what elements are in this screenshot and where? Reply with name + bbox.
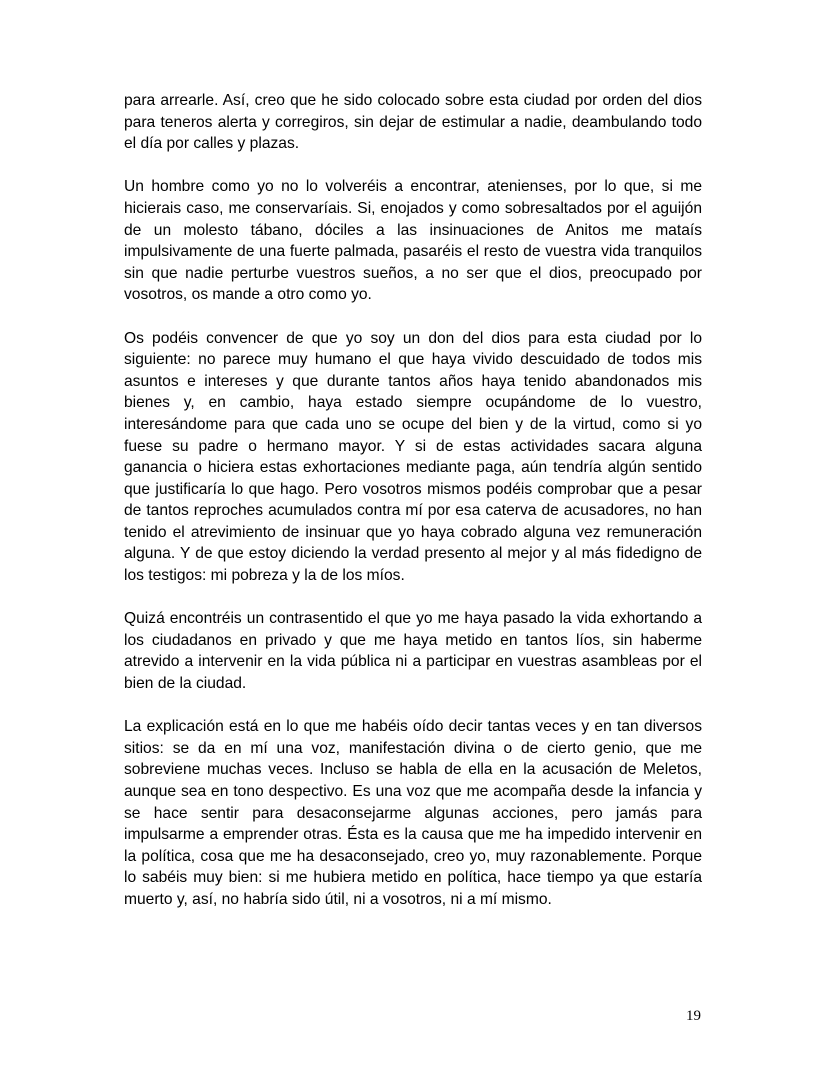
paragraph: para arrearle. Así, creo que he sido colocado sobre esta ciudad por orden del dios para teneros alerta y corregiros, sin dejar de estimular a nadie, deambulando todo el día por calles y plazas. [124, 92, 702, 153]
paragraph: Os podéis convencer de que yo soy un don del dios para esta ciudad por lo siguiente: no parece muy humano el que haya vivido descuidado de todos mis asuntos e intereses y que durante tantos años haya tenido abandonados mis bienes y, en cambio, haya estado siempre ocupándome de lo vuestro, interesándome para que cada uno se ocupe del bien y de la virtud, como si yo fuese su padre o hermano mayor. Y si de estas actividades sacara alguna ganancia o hiciera estas exhortaciones mediante paga, aún tendría algún sentido que justificaría lo que hago. Pero vosotros mismos podéis comprobar que a pesar de tantos reproches acumulados contra mí por esa caterva de acusadores, no han tenido el atrevimiento de insinuar que yo haya cobrado alguna vez remuneración alguna. Y de que estoy diciendo la verdad presento al mejor y al más fidedigno de los testigos: mi pobreza y la de los míos. [124, 329, 702, 585]
document-body [124, 90, 702, 932]
paragraph: La explicación está en lo que me habéis oído decir tantas veces y en tan diversos sitios: se da en mí una voz, manifestación divina o de cierto genio, que me sobreviene muchas veces. Incluso se habla de ella en la acusación de Meletos, aunque sea en tono despectivo. Es una voz que me acompaña desde la infancia y se hace sentir para desaconsejarme algunas acciones, pero jamás para impulsarme a emprender otras. Ésta es la causa que me ha impedido intervenir en la política, cosa que me ha desaconsejado, creo yo, muy razonablemente. Porque lo sabéis muy bien: si me hubiera metido en política, hace tiempo ya que estaría muerto y, así, no habría sido útil, ni a vosotros, ni a mí mismo. [124, 718, 702, 908]
paragraph: Un hombre como yo no lo volveréis a encontrar, atenienses, por lo que, si me hicierais caso, me conservaríais. Si, enojados y como sobresaltados por el aguijón de un molesto tábano, dóciles a las insinuaciones de Anitos me mataís impulsivamente de una fuerte palmada, pasaréis el resto de vuestra vida tranquilos sin que nadie perturbe vuestros sueños, a no ser que el dios, preocupado por vosotros, os mande a otro como yo. [124, 178, 702, 304]
paragraph: Quizá encontréis un contrasentido el que yo me haya pasado la vida exhortando a los ciudadanos en privado y que me haya metido en tantos líos, sin haberme atrevido a intervenir en la vida pública ni a participar en vuestras asambleas por el bien de la ciudad. [124, 610, 702, 693]
page-number: 19 [686, 1008, 701, 1024]
